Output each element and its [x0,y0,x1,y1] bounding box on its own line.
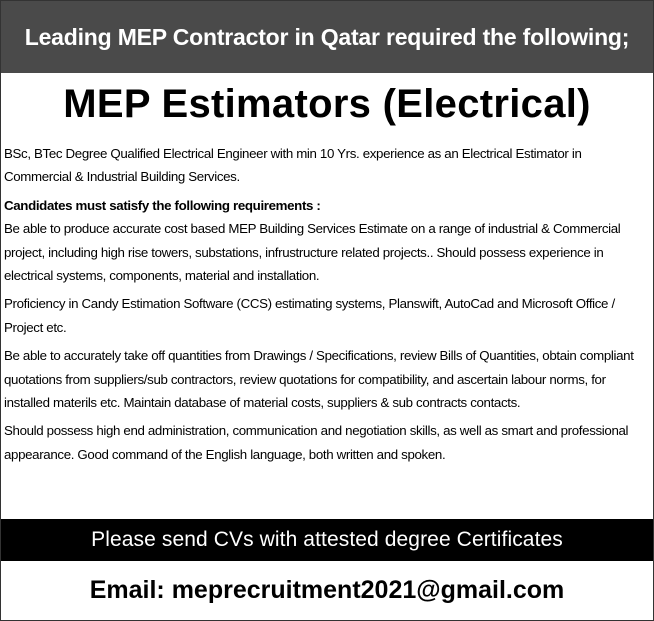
job-description [4,142,652,471]
email-label: Email: [89,576,165,604]
requirement-paragraph: Proficiency in Candy Estimation Software (CCS) estimating systems, Planswift, AutoCad and Microsoft Office / Project etc. [4,296,615,335]
requirement-paragraph: Should possess high end administration, communication and negotiation skills, as well as smart and professional appearance. Good command of the English language, both written and spoken. [4,423,629,462]
job-title-headline: MEP Estimators (Electrical) [63,82,591,126]
requirements-heading: Candidates must satisfy the following requirements : [4,197,321,213]
top-banner [1,1,653,73]
intro-paragraph: BSc, BTec Degree Qualified Electrical Engineer with min 10 Yrs. experience as an Electrical Estimator in Commercial & Industrial Building Services. [4,146,582,185]
cv-instruction-banner [1,519,653,561]
requirement-paragraph: Be able to accurately take off quantities from Drawings / Specifications, review Bills of Quantities, obtain compliant quotations from suppliers/sub contractors, review quotations for compatibility, and ascertain labour norms, for installed materils etc. Maintain database of material costs, suppliers & sub contracts contacts. [4,348,634,411]
cv-instruction-text: Please send CVs with attested degree Certificates [91,528,563,551]
email-address[interactable]: meprecruitment2021@gmail.com [171,576,565,604]
requirement-paragraph: Be able to produce accurate cost based MEP Building Services Estimate on a range of industrial & Commercial project, including high rise towers, substations, infrustructure related projects.. Should possess experience in electrical systems, components, material and installation. [4,221,621,284]
banner-text: Leading MEP Contractor in Qatar required the following; [24,23,630,50]
email-contact [0,570,654,610]
